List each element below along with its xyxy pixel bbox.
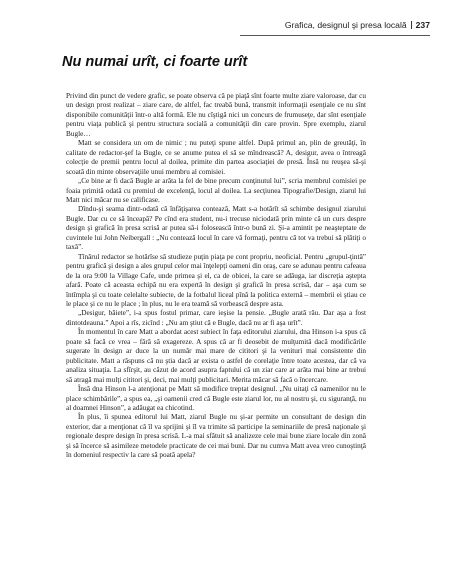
- paragraph: Însă dna Hinson l-a atenţionat pe Matt să modifice treptat designul. „Nu uitaţi că oamenilor nu le place schimbările”, a spus ea, „şi oamenii cred că Bugle este ziarul lor, nu al nostru şi, cu siguranţă, nu al doamnei Hinson”, a adăugat ea chicotind.: [66, 385, 366, 412]
- running-title: Grafica, designul şi presa locală: [284, 20, 407, 30]
- paragraph: Matt se considera un om de nimic ; nu puteţi spune altfel. După primul an, plin de greutăţi, în calitate de redactor-şef la Bugle, ce se anume putea el să se mîndrească? A, desigur, avea o întreagă colecţie de premii pentru locul al doilea, primite din partea asociaţiei de presă. Însă nu reuşea să-şi scoată din minte observaţiile unui membru al comisiei.: [66, 139, 366, 176]
- header-separator: [411, 21, 412, 29]
- paragraph: Privind din punct de vedere grafic, se poate observa că pe piaţă sînt foarte multe ziare valoroase, dar cu un design prost realizat – ziare care, de altfel, fac treabă bună, transmit informaţii esenţiale ce nu sînt disponibile comunităţii într-o altă formă. Ele nu cîştigă nici un concurs de frumuseţe, dar sînt esenţiale pentru viaţa publică şi pentru structura socială a comunităţii din care provin. Spre exemplu, ziarul Bugle…: [66, 92, 366, 138]
- paragraph: Dîndu-şi seama dintr-odată că înfăţişarea contează, Matt s-a hotărît să schimbe designul ziarului Bugle. Dar cu ce să înceapă? Pe cînd era student, nu-i trecuse niciodată prin minte că un curs despre design şi grafică în presa scrisă ar putea să-i folosească într-o bună zi. Şi-a amintit pe neaşteptate de cuvintele lui John Neibergall : „Nu contează locul în care vă formaţi, pentru că tot va trebui să plătiţi o taxă”.: [66, 205, 366, 252]
- page-number: 237: [415, 20, 430, 30]
- paragraph: În momentul în care Matt a abordat acest subiect în faţa editorului ziarului, dna Hinson i-a spus că poate să facă ce vrea – fără să exagereze. A spus că ar fi deosebit de mulţumită dacă modificările sugerate în design ar duce la un număr mai mare de cititori şi la venituri mai consistente din publicitate. Matt a răspuns că nu ştia dacă ar exista o astfel de corelaţie între toate acestea, dar că va analiza situaţia. La sfîrşit, au căzut de acord asupra faptului că un ziar care ar arăta mai bine ar trebui să atragă mai mulţi cititori şi, deci, mai mulţi publicitari. Merita măcar să facă o încercare.: [66, 328, 366, 384]
- body-text: [66, 92, 366, 461]
- running-header: [285, 20, 430, 30]
- header-rule: [240, 35, 430, 36]
- paragraph: „Desigur, băiete”, i-a spus fostul primar, care ieşise la pensie. „Bugle arată rău. Dar aşa a fost dintotdeauna.” Apoi a rîs, zicînd : „Nu am ştiut că e Bugle, dacă nu ar fi aşa urît”.: [66, 309, 366, 327]
- paragraph: „Ce bine ar fi dacă Bugle ar arăta la fel de bine precum conţinutul lui”, scria membrul comisiei pe foaia primită odată cu premiul de excelenţă, locul al doilea. La secţiunea Tipografie/Design, ziarul lui Matt nici măcar nu se calificase.: [66, 177, 366, 204]
- paragraph: Tînărul redactor se hotărîse să studieze puţin piaţa pe cont propriu, neoficial. Pentru „grupul-ţintă” pentru grafică şi design a ales grupul celor mai înţelepţi oameni din oraş, care se adunau pentru cafeaua de la ora 9:00 la Village Cafe, unde primea şi el, ca de obicei, la care se adăuga, iar discreţia aştepta afară. Poate că aceasta echipă nu era expertă în design şi grafică în presa scrisă, dar – aşa cum se întîmpla şi cu toate celelalte subiecte, de la fotbalul liceal pînă la politica externă – membrii ei ştiau ce le place şi ce nu le place ; în plus, nu le era teamă să vorbească despre asta.: [66, 252, 366, 308]
- section-title: Nu numai urît, ci foarte urît: [62, 54, 248, 70]
- paragraph: În plus, îi spunea editorul lui Matt, ziarul Bugle nu şi-ar permite un consultant de design din exterior, dar a menţionat că îl va sprijini şi îl va trimite să participe la seminariile de presă naţionale şi regionale despre design în presa scrisă. L-a mai sfătuit să analizeze cele mai bune ziare locale din zonă şi să încerce să asimileze metodele practicate de cei mai buni. Dar nu cumva Matt avea vreo cunoştinţă în domeniul respectiv la care să poată apela?: [66, 413, 366, 460]
